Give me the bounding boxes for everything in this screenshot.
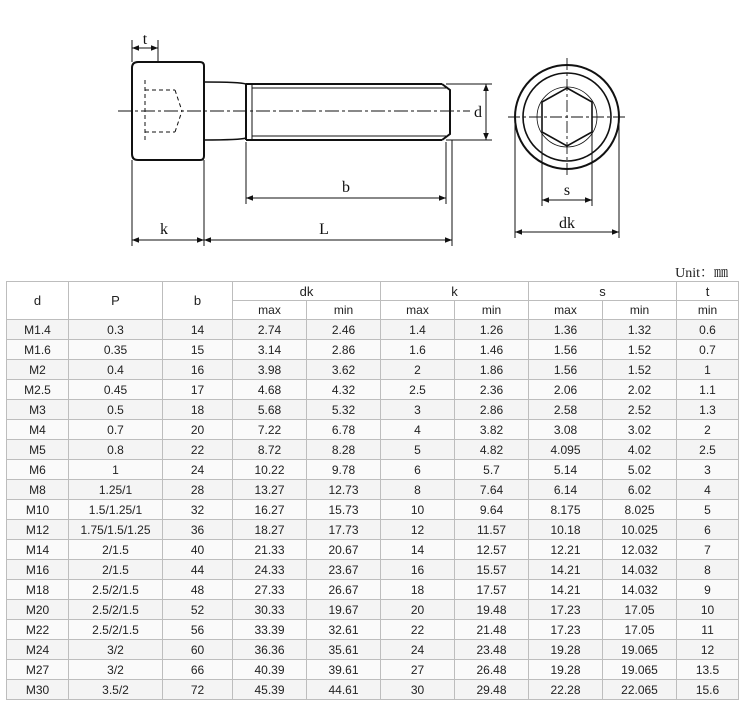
cell-dk-max: 3.98 — [233, 360, 307, 380]
cell-s-max: 1.56 — [529, 340, 603, 360]
table-row — [7, 440, 739, 460]
cell-dk-max: 40.39 — [233, 660, 307, 680]
cell-P: 2/1.5 — [69, 560, 163, 580]
cell-b: 22 — [163, 440, 233, 460]
table-row — [7, 640, 739, 660]
cell-dk-max: 45.39 — [233, 680, 307, 700]
cell-P: 3.5/2 — [69, 680, 163, 700]
cell-s-max: 19.28 — [529, 660, 603, 680]
cell-dk-max: 10.22 — [233, 460, 307, 480]
table-row — [7, 460, 739, 480]
cell-d: M12 — [7, 520, 69, 540]
cell-s-min: 1.32 — [603, 320, 677, 340]
cell-k-min: 5.7 — [455, 460, 529, 480]
cell-b: 36 — [163, 520, 233, 540]
cell-P: 2.5/2/1.5 — [69, 580, 163, 600]
cell-k-max: 22 — [381, 620, 455, 640]
cell-s-min: 14.032 — [603, 560, 677, 580]
cell-k-min: 17.57 — [455, 580, 529, 600]
cell-P: 0.3 — [69, 320, 163, 340]
cell-P: 0.7 — [69, 420, 163, 440]
cell-s-min: 22.065 — [603, 680, 677, 700]
cell-s-max: 10.18 — [529, 520, 603, 540]
cell-dk-max: 8.72 — [233, 440, 307, 460]
table-body — [7, 320, 739, 700]
header-k: k — [381, 282, 529, 301]
cell-t-min: 13.5 — [677, 660, 739, 680]
cell-dk-max: 16.27 — [233, 500, 307, 520]
cell-t-min: 3 — [677, 460, 739, 480]
cell-s-max: 3.08 — [529, 420, 603, 440]
cell-k-min: 1.86 — [455, 360, 529, 380]
cell-k-min: 29.48 — [455, 680, 529, 700]
cell-dk-min: 17.73 — [307, 520, 381, 540]
table-row — [7, 540, 739, 560]
cell-s-min: 14.032 — [603, 580, 677, 600]
cell-b: 28 — [163, 480, 233, 500]
cell-b: 20 — [163, 420, 233, 440]
cell-t-min: 9 — [677, 580, 739, 600]
label-L: L — [319, 221, 329, 238]
cell-k-min: 15.57 — [455, 560, 529, 580]
cell-b: 44 — [163, 560, 233, 580]
cell-t-min: 6 — [677, 520, 739, 540]
cell-k-min: 9.64 — [455, 500, 529, 520]
cell-k-max: 12 — [381, 520, 455, 540]
cell-P: 0.45 — [69, 380, 163, 400]
cell-k-min: 2.36 — [455, 380, 529, 400]
cell-k-max: 8 — [381, 480, 455, 500]
cell-k-min: 12.57 — [455, 540, 529, 560]
cell-t-min: 11 — [677, 620, 739, 640]
cell-s-max: 2.58 — [529, 400, 603, 420]
cell-s-min: 10.025 — [603, 520, 677, 540]
cell-t-min: 10 — [677, 600, 739, 620]
cell-dk-max: 4.68 — [233, 380, 307, 400]
cell-dk-min: 15.73 — [307, 500, 381, 520]
cell-dk-max: 24.33 — [233, 560, 307, 580]
cell-dk-max: 7.22 — [233, 420, 307, 440]
cell-dk-min: 32.61 — [307, 620, 381, 640]
cell-b: 60 — [163, 640, 233, 660]
label-dk: dk — [559, 215, 575, 232]
cell-k-min: 2.86 — [455, 400, 529, 420]
cell-t-min: 1 — [677, 360, 739, 380]
table-row — [7, 360, 739, 380]
cell-P: 3/2 — [69, 660, 163, 680]
cell-k-max: 1.4 — [381, 320, 455, 340]
cell-s-min: 3.02 — [603, 420, 677, 440]
cell-s-min: 12.032 — [603, 540, 677, 560]
cell-P: 0.8 — [69, 440, 163, 460]
cell-k-max: 14 — [381, 540, 455, 560]
label-d: d — [474, 104, 482, 121]
cell-t-min: 7 — [677, 540, 739, 560]
cell-k-max: 30 — [381, 680, 455, 700]
cell-t-min: 0.7 — [677, 340, 739, 360]
cell-k-min: 11.57 — [455, 520, 529, 540]
cell-t-min: 15.6 — [677, 680, 739, 700]
cell-t-min: 2.5 — [677, 440, 739, 460]
cell-d: M1.6 — [7, 340, 69, 360]
cell-s-min: 1.52 — [603, 340, 677, 360]
table-row — [7, 600, 739, 620]
cell-dk-max: 30.33 — [233, 600, 307, 620]
cell-b: 66 — [163, 660, 233, 680]
cell-b: 17 — [163, 380, 233, 400]
table-row — [7, 320, 739, 340]
cell-d: M5 — [7, 440, 69, 460]
cell-b: 16 — [163, 360, 233, 380]
label-t: t — [142, 31, 148, 48]
screw-side-view — [118, 62, 470, 160]
header-d: d — [7, 282, 69, 320]
cell-dk-min: 5.32 — [307, 400, 381, 420]
cell-s-min: 19.065 — [603, 640, 677, 660]
cell-k-max: 6 — [381, 460, 455, 480]
cell-P: 1.5/1.25/1 — [69, 500, 163, 520]
cell-s-min: 8.025 — [603, 500, 677, 520]
cell-d: M14 — [7, 540, 69, 560]
table-row — [7, 420, 739, 440]
cell-k-max: 24 — [381, 640, 455, 660]
table-row — [7, 660, 739, 680]
cell-d: M2 — [7, 360, 69, 380]
cell-d: M10 — [7, 500, 69, 520]
cell-dk-min: 8.28 — [307, 440, 381, 460]
cell-dk-min: 35.61 — [307, 640, 381, 660]
cell-k-min: 1.26 — [455, 320, 529, 340]
cell-s-max: 5.14 — [529, 460, 603, 480]
cell-P: 2.5/2/1.5 — [69, 620, 163, 640]
cell-d: M16 — [7, 560, 69, 580]
table-row — [7, 340, 739, 360]
subheader-k-max: max — [381, 301, 455, 320]
subheader-t-min: min — [677, 301, 739, 320]
cell-P: 0.5 — [69, 400, 163, 420]
cell-k-min: 7.64 — [455, 480, 529, 500]
cell-dk-max: 3.14 — [233, 340, 307, 360]
cell-t-min: 1.3 — [677, 400, 739, 420]
cell-s-max: 14.21 — [529, 560, 603, 580]
table-row — [7, 400, 739, 420]
cell-P: 3/2 — [69, 640, 163, 660]
cell-s-min: 17.05 — [603, 600, 677, 620]
cell-d: M3 — [7, 400, 69, 420]
cell-P: 0.35 — [69, 340, 163, 360]
table-row — [7, 560, 739, 580]
cell-s-max: 17.23 — [529, 600, 603, 620]
header-s: s — [529, 282, 677, 301]
cell-b: 14 — [163, 320, 233, 340]
label-s: s — [563, 182, 571, 199]
cell-k-max: 3 — [381, 400, 455, 420]
cell-dk-max: 21.33 — [233, 540, 307, 560]
cell-t-min: 2 — [677, 420, 739, 440]
cell-k-max: 18 — [381, 580, 455, 600]
cell-k-max: 1.6 — [381, 340, 455, 360]
cell-t-min: 0.6 — [677, 320, 739, 340]
cell-k-max: 16 — [381, 560, 455, 580]
cell-dk-min: 26.67 — [307, 580, 381, 600]
cell-d: M18 — [7, 580, 69, 600]
cell-d: M4 — [7, 420, 69, 440]
cell-b: 56 — [163, 620, 233, 640]
table-header-row — [7, 282, 739, 301]
cell-k-min: 3.82 — [455, 420, 529, 440]
cell-k-min: 19.48 — [455, 600, 529, 620]
cell-P: 1.25/1 — [69, 480, 163, 500]
cell-dk-min: 44.61 — [307, 680, 381, 700]
cell-s-max: 8.175 — [529, 500, 603, 520]
screw-end-view — [508, 58, 626, 176]
cell-b: 24 — [163, 460, 233, 480]
cell-d: M30 — [7, 680, 69, 700]
cell-dk-min: 3.62 — [307, 360, 381, 380]
cell-k-max: 20 — [381, 600, 455, 620]
cell-s-max: 1.56 — [529, 360, 603, 380]
cell-s-min: 4.02 — [603, 440, 677, 460]
subheader-k-min: min — [455, 301, 529, 320]
table-row — [7, 680, 739, 700]
cell-b: 72 — [163, 680, 233, 700]
cell-k-max: 2.5 — [381, 380, 455, 400]
screw-technical-drawing — [0, 0, 750, 255]
cell-dk-min: 23.67 — [307, 560, 381, 580]
table-row — [7, 520, 739, 540]
subheader-s-min: min — [603, 301, 677, 320]
cell-s-max: 22.28 — [529, 680, 603, 700]
cell-dk-min: 2.46 — [307, 320, 381, 340]
header-t: t — [677, 282, 739, 301]
cell-s-min: 17.05 — [603, 620, 677, 640]
cell-dk-min: 39.61 — [307, 660, 381, 680]
cell-s-max: 19.28 — [529, 640, 603, 660]
table-row — [7, 480, 739, 500]
cell-b: 52 — [163, 600, 233, 620]
cell-k-min: 26.48 — [455, 660, 529, 680]
table-row — [7, 500, 739, 520]
dimension-table — [6, 281, 739, 700]
cell-k-max: 4 — [381, 420, 455, 440]
cell-s-max: 4.095 — [529, 440, 603, 460]
cell-d: M27 — [7, 660, 69, 680]
cell-d: M24 — [7, 640, 69, 660]
cell-b: 18 — [163, 400, 233, 420]
cell-b: 15 — [163, 340, 233, 360]
cell-P: 2.5/2/1.5 — [69, 600, 163, 620]
cell-b: 40 — [163, 540, 233, 560]
cell-k-max: 2 — [381, 360, 455, 380]
cell-s-max: 1.36 — [529, 320, 603, 340]
cell-k-min: 21.48 — [455, 620, 529, 640]
cell-dk-min: 12.73 — [307, 480, 381, 500]
cell-t-min: 8 — [677, 560, 739, 580]
cell-P: 0.4 — [69, 360, 163, 380]
label-k: k — [160, 221, 168, 238]
cell-dk-max: 27.33 — [233, 580, 307, 600]
cell-dk-min: 19.67 — [307, 600, 381, 620]
label-b: b — [342, 179, 350, 196]
subheader-s-max: max — [529, 301, 603, 320]
cell-d: M2.5 — [7, 380, 69, 400]
cell-d: M8 — [7, 480, 69, 500]
cell-s-min: 1.52 — [603, 360, 677, 380]
cell-t-min: 5 — [677, 500, 739, 520]
cell-P: 2/1.5 — [69, 540, 163, 560]
cell-dk-min: 2.86 — [307, 340, 381, 360]
cell-dk-max: 2.74 — [233, 320, 307, 340]
cell-s-min: 2.02 — [603, 380, 677, 400]
cell-s-max: 14.21 — [529, 580, 603, 600]
cell-dk-max: 5.68 — [233, 400, 307, 420]
cell-s-min: 19.065 — [603, 660, 677, 680]
cell-s-max: 2.06 — [529, 380, 603, 400]
cell-t-min: 1.1 — [677, 380, 739, 400]
cell-dk-min: 9.78 — [307, 460, 381, 480]
side-view-dimensions — [132, 40, 492, 246]
cell-s-max: 12.21 — [529, 540, 603, 560]
cell-k-min: 23.48 — [455, 640, 529, 660]
cell-dk-max: 13.27 — [233, 480, 307, 500]
cell-dk-max: 18.27 — [233, 520, 307, 540]
subheader-dk-max: max — [233, 301, 307, 320]
header-P: P — [69, 282, 163, 320]
table-row — [7, 580, 739, 600]
cell-dk-max: 33.39 — [233, 620, 307, 640]
cell-s-min: 6.02 — [603, 480, 677, 500]
cell-k-max: 5 — [381, 440, 455, 460]
cell-b: 48 — [163, 580, 233, 600]
cell-t-min: 12 — [677, 640, 739, 660]
cell-d: M6 — [7, 460, 69, 480]
cell-dk-min: 6.78 — [307, 420, 381, 440]
cell-d: M22 — [7, 620, 69, 640]
cell-t-min: 4 — [677, 480, 739, 500]
table-row — [7, 620, 739, 640]
subheader-dk-min: min — [307, 301, 381, 320]
cell-P: 1 — [69, 460, 163, 480]
cell-k-max: 10 — [381, 500, 455, 520]
cell-k-min: 1.46 — [455, 340, 529, 360]
unit-label: Unit：㎜ — [675, 266, 728, 281]
cell-P: 1.75/1.5/1.25 — [69, 520, 163, 540]
table-row — [7, 380, 739, 400]
header-b: b — [163, 282, 233, 320]
cell-s-max: 6.14 — [529, 480, 603, 500]
cell-s-max: 17.23 — [529, 620, 603, 640]
cell-d: M20 — [7, 600, 69, 620]
cell-b: 32 — [163, 500, 233, 520]
cell-dk-max: 36.36 — [233, 640, 307, 660]
cell-s-min: 5.02 — [603, 460, 677, 480]
cell-s-min: 2.52 — [603, 400, 677, 420]
cell-d: M1.4 — [7, 320, 69, 340]
cell-dk-min: 4.32 — [307, 380, 381, 400]
cell-k-min: 4.82 — [455, 440, 529, 460]
cell-dk-min: 20.67 — [307, 540, 381, 560]
cell-k-max: 27 — [381, 660, 455, 680]
header-dk: dk — [233, 282, 381, 301]
